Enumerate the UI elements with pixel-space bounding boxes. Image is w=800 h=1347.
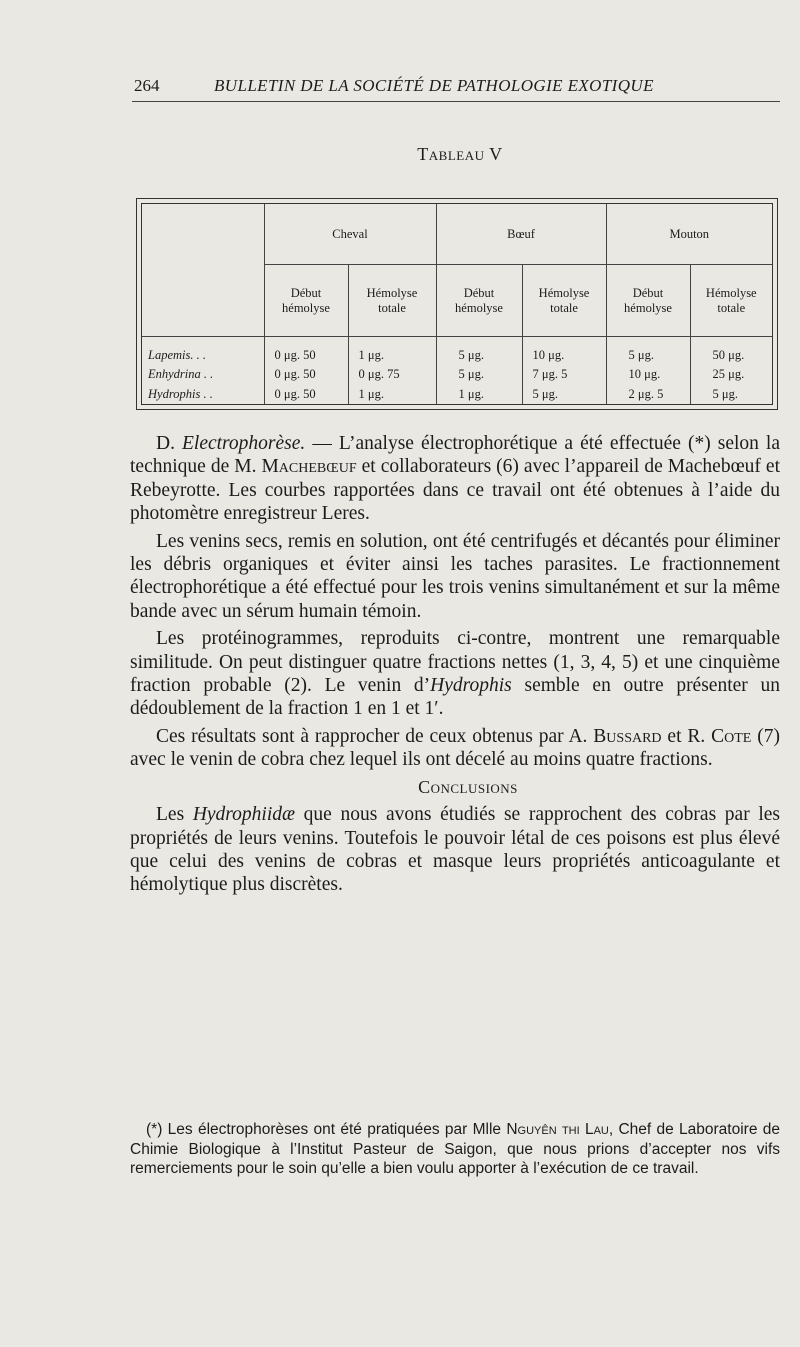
section-label-electrophorese: Electrophorèse. bbox=[182, 433, 306, 454]
subheader-debut: Début hémolyse bbox=[264, 265, 348, 337]
species-name: Hydrophis bbox=[430, 675, 512, 697]
page-number: 264 bbox=[134, 76, 160, 95]
table-inner-frame bbox=[141, 203, 773, 405]
table-cell: 1 μg. bbox=[436, 385, 522, 404]
corner-cell bbox=[142, 204, 264, 265]
table-row bbox=[142, 385, 772, 404]
table-caption: Tableau V bbox=[417, 144, 503, 164]
species-header-boeuf: Bœuf bbox=[436, 204, 606, 265]
footnote: (*) Les électrophorèses ont été pratiquées par Mlle Nguyên thi Lau, Chef de Laboratoire de Chimie Biologique à l’Institut Pasteur de Saigon, que nous prions d’accepter nos vifs remerciements pour le soin qu’elle a bien voulu apporter à l’exécution de ce travail. bbox=[130, 1121, 780, 1177]
table-cell: 2 μg. 5 bbox=[606, 385, 690, 404]
header-rule bbox=[132, 101, 780, 102]
table-cell: 10 μg. bbox=[606, 365, 690, 384]
table-cell: 0 μg. 50 bbox=[264, 385, 348, 404]
row-label: Lapemis. . . bbox=[148, 347, 206, 362]
subheader-totale: Hémolyse totale bbox=[348, 265, 436, 337]
table-cell: 5 μg. bbox=[690, 385, 772, 404]
table-cell: 0 μg. 75 bbox=[348, 365, 436, 384]
subheader-debut: Début hémolyse bbox=[606, 265, 690, 337]
table-cell: 1 μg. bbox=[348, 337, 436, 365]
paragraph-conclusions: Les Hydrophiidæ que nous avons étudiés se rapprochent des cobras par les propriétés de leurs venins. Toutefois le pouvoir létal de ces poisons est plus élevé que celui des venins de cobras et masque leurs propriétés anticoagulante et hémolytique plus discrètes. bbox=[130, 804, 781, 896]
table-cell: 5 μg. bbox=[522, 385, 606, 404]
family-name: Hydrophiidæ bbox=[192, 804, 296, 826]
table-cell: 0 μg. 50 bbox=[264, 365, 348, 384]
species-header-cheval: Cheval bbox=[264, 204, 436, 265]
table-cell: 25 μg. bbox=[690, 365, 772, 384]
running-head bbox=[134, 70, 780, 100]
table-cell: 5 μg. bbox=[436, 337, 522, 365]
paragraph: Les protéinogrammes, reproduits ci-contre, montrent une remarquable similitude. On peut distinguer quatre fractions nettes (1, 3, 4, 5) et une cinquième fraction probable (2). Le venin d’Hydrophis semble en outre présenter un dédoublement de la fraction 1 en 1 et 1′. bbox=[130, 628, 780, 720]
paragraph: Les venins secs, remis en solution, ont été centrifugés et décantés pour éliminer les débris organiques et éviter ainsi les taches parasites. Le fractionnement électrophorétique a été effectué pour les trois venins simultanément et sur la même bande avec un sérum humain témoin. bbox=[130, 530, 780, 622]
table-row bbox=[142, 365, 772, 384]
paragraph: Ces résultats sont à rapprocher de ceux obtenus par A. Bussard et R. Cote (7) avec le venin de cobra chez lequel ils ont décelé au moins quatre fractions. bbox=[130, 725, 780, 771]
section-title-conclusions: Conclusions bbox=[418, 776, 518, 797]
person-name: Nguyên thi Lau bbox=[506, 1121, 609, 1138]
subheader-totale: Hémolyse totale bbox=[690, 265, 772, 337]
species-header-mouton: Mouton bbox=[606, 204, 772, 265]
hemolysis-table bbox=[142, 204, 772, 404]
row-label: Enhydrina . . bbox=[148, 367, 214, 382]
subheader-totale: Hémolyse totale bbox=[522, 265, 606, 337]
author-name: Cote bbox=[711, 725, 752, 747]
row-label: Hydrophis . . bbox=[148, 386, 213, 401]
table-row bbox=[142, 337, 772, 365]
author-name: Bussard bbox=[593, 725, 662, 747]
journal-title: BULLETIN DE LA SOCIÉTÉ DE PATHOLOGIE EXOTIQUE bbox=[214, 76, 654, 95]
species-header-row bbox=[142, 204, 772, 265]
table-cell: 5 μg. bbox=[436, 365, 522, 384]
author-name: Machebœuf bbox=[261, 456, 357, 478]
paragraph-electrophorese: D. Electrophorèse. — L’analyse électrophorétique a été effectuée (*) selon la technique de M. Machebœuf et collaborateurs (6) avec l’appareil de Machebœuf et Rebeyrotte. Les courbes rapportées dans ce travail ont été obtenues à l’aide du photomètre enregistreur Leres. bbox=[130, 433, 781, 525]
table-cell: 10 μg. bbox=[522, 337, 606, 365]
table-cell: 5 μg. bbox=[606, 337, 690, 365]
table-cell: 7 μg. 5 bbox=[522, 365, 606, 384]
subheader-row bbox=[142, 265, 772, 337]
table-frame bbox=[136, 198, 778, 410]
table-cell: 50 μg. bbox=[690, 337, 772, 365]
body-text bbox=[130, 432, 780, 901]
table-cell: 0 μg. 50 bbox=[264, 337, 348, 365]
corner-cell-2 bbox=[142, 265, 264, 337]
table-cell: 1 μg. bbox=[348, 385, 436, 404]
subheader-debut: Début hémolyse bbox=[436, 265, 522, 337]
